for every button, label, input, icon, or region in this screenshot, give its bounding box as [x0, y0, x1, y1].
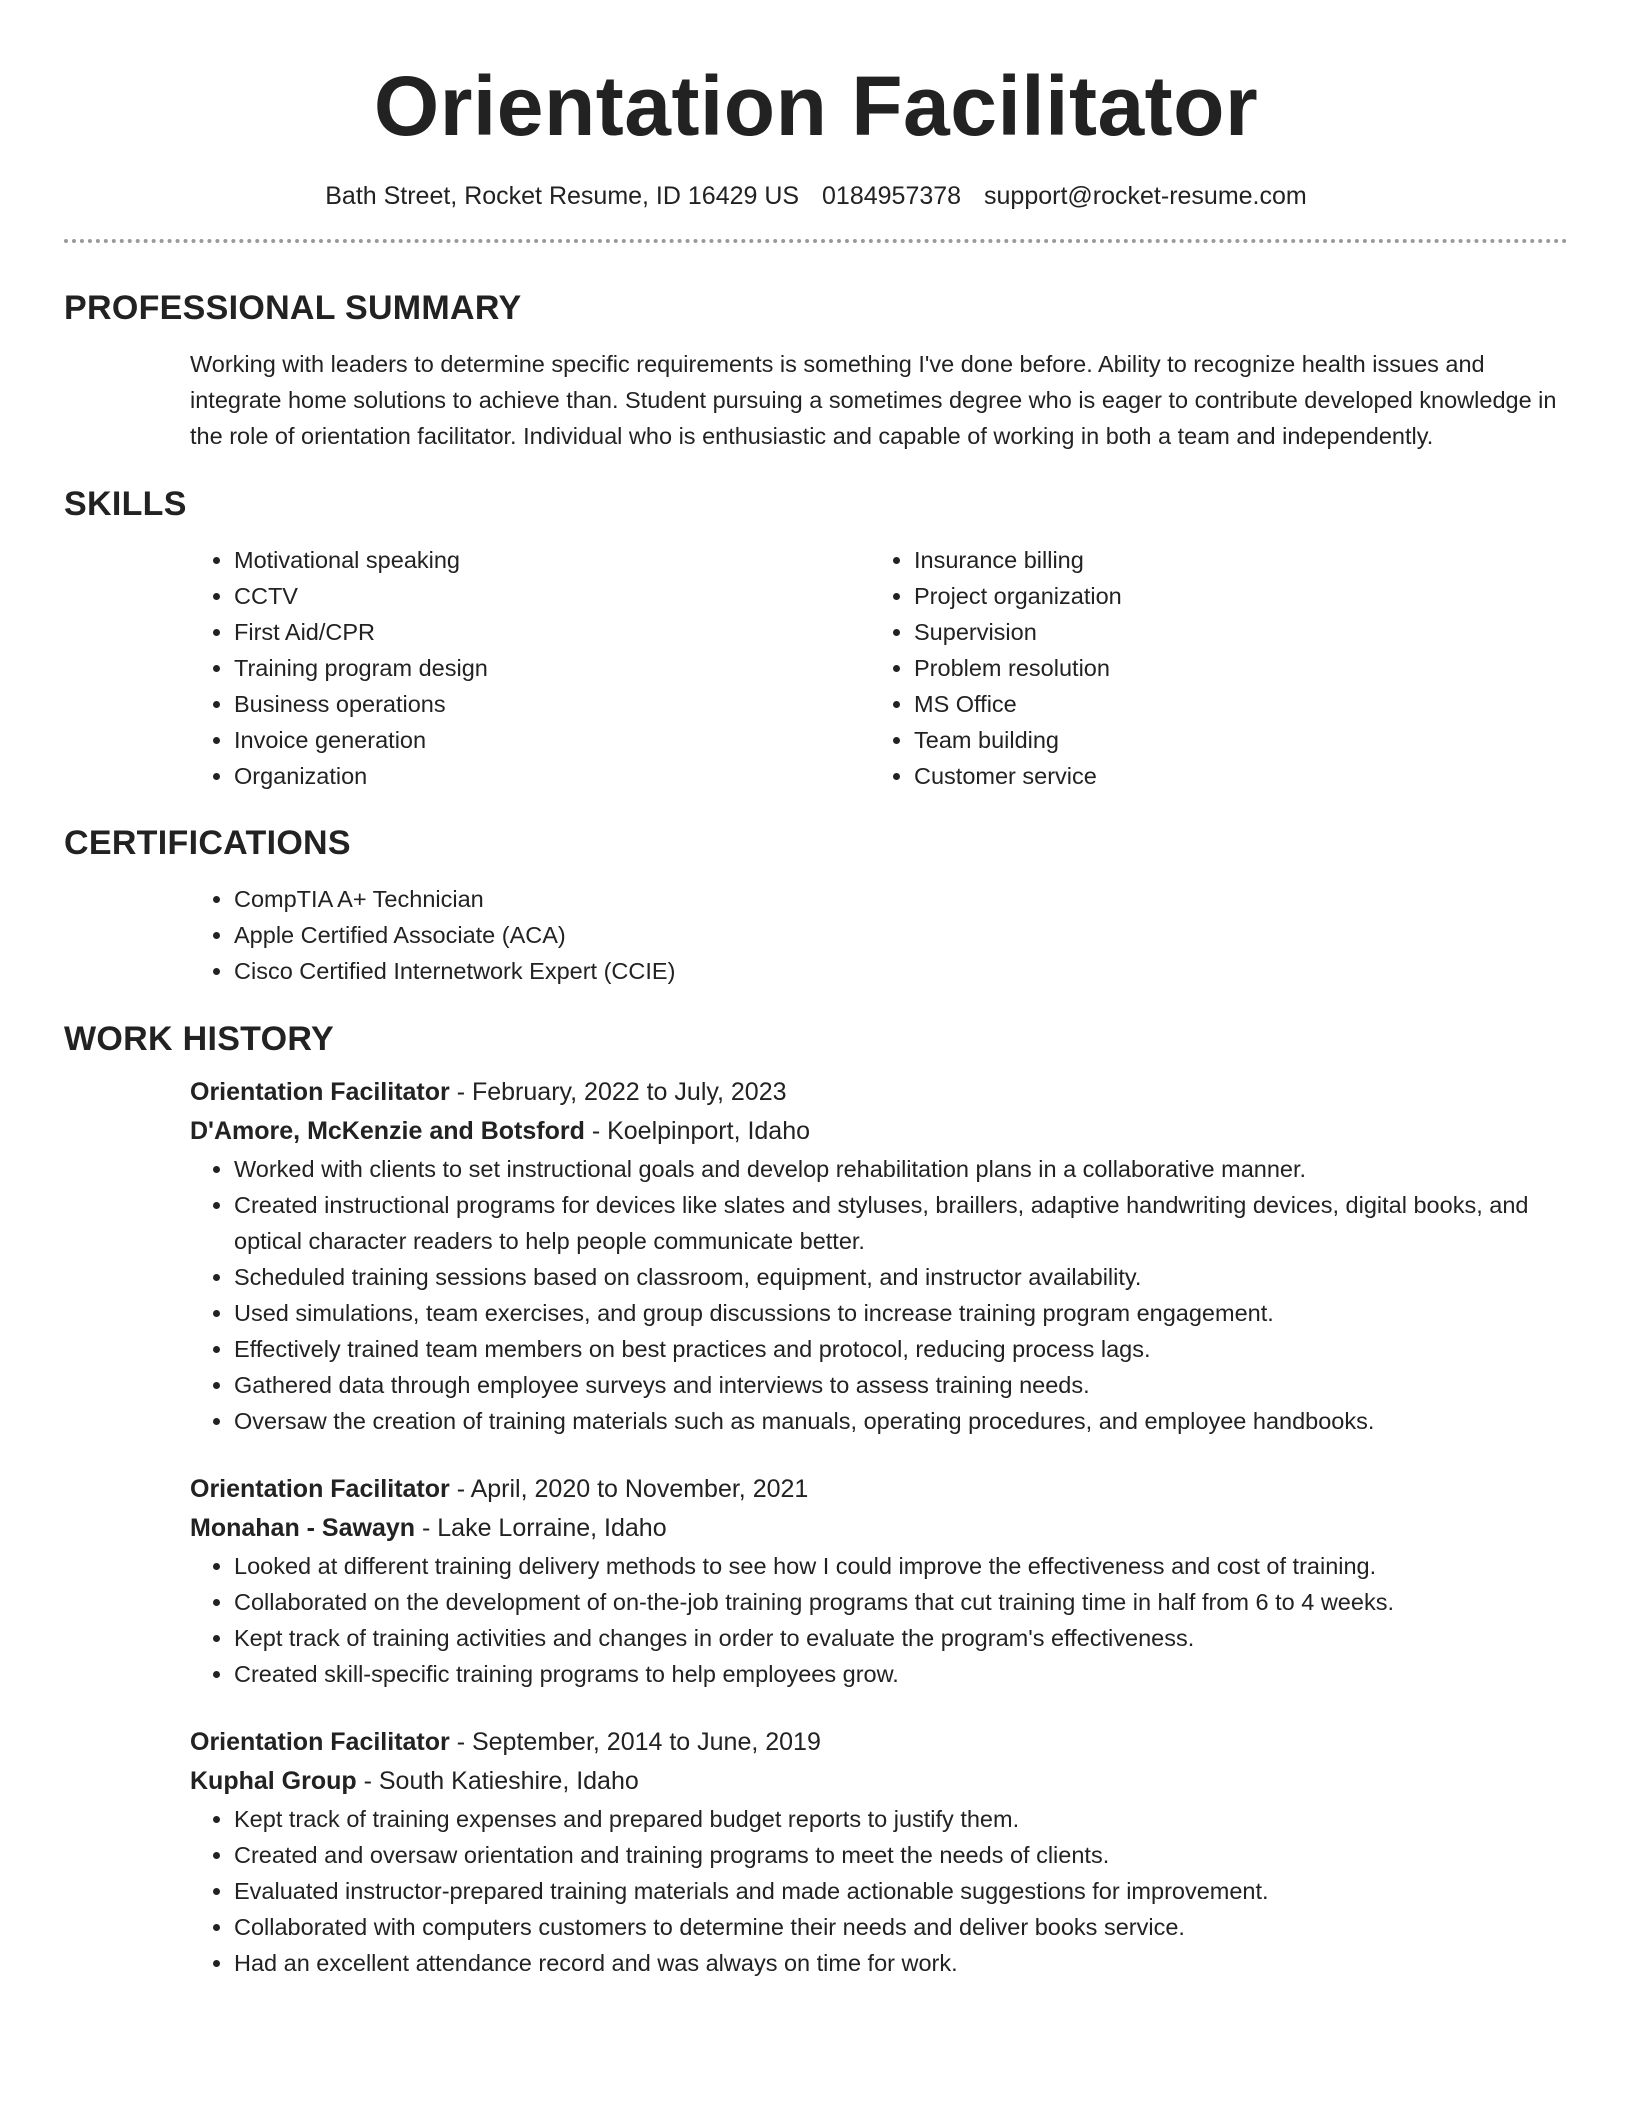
- job-dates: - September, 2014 to June, 2019: [449, 1728, 821, 1756]
- skill-item: • Business operations: [234, 686, 870, 722]
- contact-email: support@rocket-resume.com: [984, 182, 1307, 210]
- skill-item: • Invoice generation: [234, 722, 870, 758]
- skills-section: [64, 483, 1568, 794]
- job-company: D'Amore, McKenzie and Botsford: [190, 1117, 585, 1145]
- certifications-section: [64, 822, 1568, 989]
- work-history-heading: WORK HISTORY: [64, 1020, 334, 1058]
- certifications-heading: CERTIFICATIONS: [64, 824, 351, 862]
- job-role: Orientation Facilitator: [190, 1475, 450, 1503]
- job-bullet: • Created instructional programs for devices like slates and styluses, braillers, adaptive handwriting devices, digital books, and optical character readers to help people communicate better.: [234, 1187, 1568, 1259]
- job-company: Monahan - Sawayn: [190, 1514, 416, 1542]
- job-bullet: • Kept track of training expenses and prepared budget reports to justify them.: [234, 1801, 1568, 1837]
- header-divider: [64, 239, 1568, 243]
- job-entry: [64, 1470, 1568, 1692]
- job-bullet: • Created skill-specific training programs to help employees grow.: [234, 1656, 1568, 1692]
- contact-line: [64, 180, 1568, 212]
- skill-item: • Team building: [914, 722, 1550, 758]
- job-location: - Koelpinport, Idaho: [584, 1117, 811, 1145]
- skill-item: • First Aid/CPR: [234, 614, 870, 650]
- contact-address: Bath Street, Rocket Resume, ID 16429 US: [325, 182, 800, 210]
- job-dates: - April, 2020 to November, 2021: [449, 1475, 809, 1503]
- certification-item: • CompTIA A+ Technician: [234, 881, 1568, 917]
- job-bullet: • Kept track of training activities and changes in order to evaluate the program's effectiveness.: [234, 1620, 1568, 1656]
- skills-heading: SKILLS: [64, 485, 187, 523]
- job-company-line: [190, 1509, 1568, 1548]
- summary-section: [64, 287, 1568, 454]
- job-bullet: • Oversaw the creation of training materials such as manuals, operating procedures, and employee handbooks.: [234, 1403, 1568, 1439]
- job-company-line: [190, 1112, 1568, 1151]
- job-company-line: [190, 1762, 1568, 1801]
- job-title-line: [190, 1723, 1568, 1762]
- job-bullet: • Worked with clients to set instructional goals and develop rehabilitation plans in a collaborative manner.: [234, 1151, 1568, 1187]
- job-bullet: • Collaborated with computers customers to determine their needs and deliver books service.: [234, 1909, 1568, 1945]
- job-bullet: • Scheduled training sessions based on classroom, equipment, and instructor availability.: [234, 1259, 1568, 1295]
- contact-phone: 0184957378: [822, 182, 962, 210]
- job-bullet: • Used simulations, team exercises, and group discussions to increase training program engagement.: [234, 1295, 1568, 1331]
- job-entry: [64, 1723, 1568, 1981]
- job-bullet: • Looked at different training delivery methods to see how I could improve the effectiveness and cost of training.: [234, 1548, 1568, 1584]
- job-bullet: • Effectively trained team members on best practices and protocol, reducing process lags.: [234, 1331, 1568, 1367]
- skill-item: • Project organization: [914, 578, 1550, 614]
- job-location: - South Katieshire, Idaho: [356, 1767, 639, 1795]
- skill-item: • Training program design: [234, 650, 870, 686]
- job-title-line: [190, 1470, 1568, 1509]
- job-role: Orientation Facilitator: [190, 1728, 450, 1756]
- job-role: Orientation Facilitator: [190, 1078, 450, 1106]
- skill-item: • Motivational speaking: [234, 542, 870, 578]
- skill-item: • Insurance billing: [914, 542, 1550, 578]
- skills-column-left: [190, 542, 870, 794]
- job-entry: [64, 1073, 1568, 1439]
- summary-text: Working with leaders to determine specific requirements is something I've done before. Ability to recognize health issues and integrate home solutions to achieve than. Student pursuing a sometimes degree who is eager to contribute developed knowledge in the role of orientation facilitator. Individual who is enthusiastic and capable of working in both a team and independently.: [190, 351, 1557, 449]
- job-company: Kuphal Group: [190, 1767, 357, 1795]
- certification-item: • Apple Certified Associate (ACA): [234, 917, 1568, 953]
- job-bullet: • Created and oversaw orientation and training programs to meet the needs of clients.: [234, 1837, 1568, 1873]
- job-bullet: • Collaborated on the development of on-the-job training programs that cut training time in half from 6 to 4 weeks.: [234, 1584, 1568, 1620]
- skill-item: • Organization: [234, 758, 870, 794]
- job-bullet: • Evaluated instructor-prepared training materials and made actionable suggestions for improvement.: [234, 1873, 1568, 1909]
- skill-item: • MS Office: [914, 686, 1550, 722]
- job-dates: - February, 2022 to July, 2023: [449, 1078, 787, 1106]
- skill-item: • Problem resolution: [914, 650, 1550, 686]
- skills-column-right: [870, 542, 1550, 794]
- skill-item: • Supervision: [914, 614, 1550, 650]
- skill-item: • CCTV: [234, 578, 870, 614]
- resume-name: Orientation Facilitator: [373, 59, 1259, 153]
- skill-item: • Customer service: [914, 758, 1550, 794]
- job-bullet: • Had an excellent attendance record and was always on time for work.: [234, 1945, 1568, 1981]
- job-bullet: • Gathered data through employee surveys and interviews to assess training needs.: [234, 1367, 1568, 1403]
- job-location: - Lake Lorraine, Idaho: [415, 1514, 667, 1542]
- job-title-line: [190, 1073, 1568, 1112]
- certification-item: • Cisco Certified Internetwork Expert (CCIE): [234, 953, 1568, 989]
- summary-heading: PROFESSIONAL SUMMARY: [64, 289, 522, 327]
- work-history-section: [64, 1018, 1568, 1981]
